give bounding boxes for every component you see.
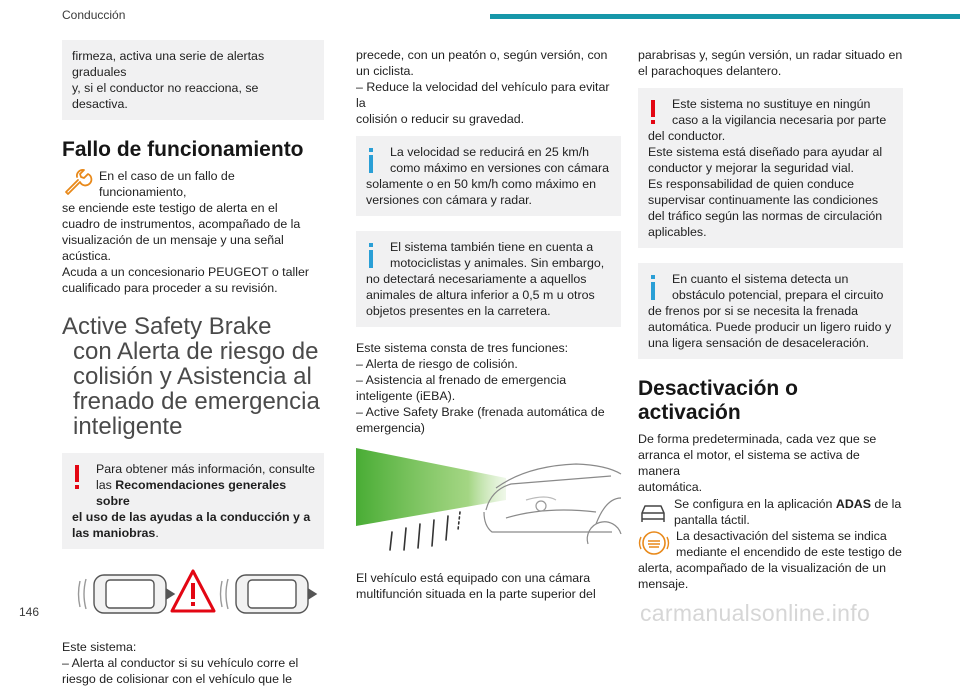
note-line: y, si el conductor no reacciona, se desactiva. [72,81,259,111]
column-2 [356,40,621,602]
adas-paragraph [638,496,903,528]
testigo-line: mediante el encendido de este testigo de [676,545,902,559]
warning-line: caso a la vigilancia necesaria por parte [672,113,887,127]
camera-line: multifunción situada en la parte superior del [356,587,596,601]
heading-desactivacion: Desactivación o activación [638,377,798,424]
header-section-title: Conducción [62,8,126,22]
functions-line: – Asistencia al frenado de emergencia [356,373,567,387]
warning-line: Para obtener más información, consulte [96,462,316,476]
adas-text: Se configura en la aplicación [674,497,836,511]
warning-triangle-icon [172,571,214,611]
car-camera-illustration [356,448,621,556]
functions-line: – Alerta de riesgo de colisión. [356,357,518,371]
collision-warning-indicator-icon [638,528,670,558]
camera-paragraph [356,570,621,602]
col3-line: parabrisas y, según versión, un radar situado en [638,48,903,62]
warning-line: del tráfico según las normas de circulación [648,209,883,223]
warning-bold-line: el uso de las ayudas a la conducción y a [72,510,311,524]
warning-line [72,477,316,509]
heading-asb-line: inteligente [73,413,183,440]
fallo-line: visualización de un mensaje y una señal [62,233,284,247]
warning-line: Es responsabilidad de quien conduce [648,177,854,191]
info-line: versiones con cámara y radar. [366,193,532,207]
warning-text: las [96,478,116,492]
sistema-line: – Alerta al conductor si su vehículo corre el [62,656,299,670]
adas-line: pantalla táctil. [674,513,750,527]
info-line: El sistema también tiene en cuenta a [390,240,594,254]
col2-line: – Reduce la velocidad del vehículo para evitar la [356,80,610,110]
warning-line: del conductor. [648,129,726,143]
warning-line [72,525,316,541]
desact-line: arranca el motor, el sistema se activa de manera [638,448,860,478]
info-line: automática. Puede producir un ligero ruido y [648,320,892,334]
watermark: carmanualsonline.info [640,600,871,626]
warning-line: conductor y mejorar la seguridad vial. [648,161,854,175]
car-front-icon [484,464,621,544]
functions-line: – Active Safety Brake (frenada automática de [356,405,605,419]
collision-diagram [62,569,324,619]
heading-asb-first: Active Safety Brake [62,313,272,340]
column-3 [638,40,903,592]
info-box-motorcycles [356,231,621,327]
functions-paragraph [356,340,621,436]
note-box-continued [62,40,324,120]
warning-line: supervisar continuamente las condiciones [648,193,879,207]
testigo-paragraph [638,528,903,592]
warning-text: . [155,526,159,540]
sistema-line: riesgo de colisionar con el vehículo que le [62,672,293,686]
front-car-icon [221,575,317,613]
info-line: solamente o en 50 km/h como máximo en [366,177,597,191]
warning-line: aplicables. [648,225,707,239]
adas-line [638,496,903,512]
fallo-line: Acuda a un concesionario PEUGEOT o taller [62,265,310,279]
fallo-line: cualificado para proceder a su revisión. [62,281,278,295]
info-icon [366,243,376,269]
info-icon [366,148,376,174]
functions-line: inteligente (iEBA). [356,389,456,403]
functions-line: Este sistema consta de tres funciones: [356,341,569,355]
info-line: una ligera sensación de desaceleración. [648,336,870,350]
fallo-line: se enciende este testigo de alerta en el [62,201,278,215]
desact-paragraph [638,431,903,495]
info-line: En cuanto el sistema detecta un [672,272,849,286]
col2-top-paragraph [356,47,621,127]
desact-line: automática. [638,480,703,494]
info-line: obstáculo potencial, prepara el circuito [672,288,884,302]
camera-line: El vehículo está equipado con una cámara [356,571,591,585]
note-line: firmeza, activa una serie de alertas graduales [72,49,265,79]
col2-line: precede, con un peatón o, según versión, con [356,48,608,62]
heading-active-safety-brake [62,314,324,439]
exclamation-icon [648,100,658,126]
warning-box-recommendations [62,453,324,549]
heading-asb-line: frenado de emergencia [73,388,320,415]
column-1 [62,40,324,687]
warning-bold-text: las maniobras [72,526,156,540]
info-line: de frenos por si se necesita la frenada [648,304,859,318]
info-line: La velocidad se reducirá en 25 km/h [390,145,590,159]
info-line: animales de altura inferior a 0,5 m u otros [366,288,595,302]
info-box-speed [356,136,621,216]
functions-line: emergencia) [356,421,425,435]
sistema-line: Este sistema: [62,640,137,654]
warning-line: Este sistema no sustituye en ningún [672,97,871,111]
info-icon [648,275,658,301]
col3-line: el parachoques delantero. [638,64,782,78]
info-line: motociclistas y animales. Sin embargo, [390,256,605,270]
heading-asb-line: colisión y Asistencia al [73,363,312,390]
warning-box-supervision [638,88,903,248]
col2-line: colisión o reducir su gravedad. [356,112,525,126]
fallo-paragraph [62,168,324,296]
wrench-warning-icon [62,169,94,199]
testigo-line: mensaje. [638,577,689,591]
adas-bold-text: ADAS [835,497,871,511]
desact-line: De forma predeterminada, cada vez que se [638,432,877,446]
page-number: 146 [19,605,40,619]
header-accent-bar [490,14,960,19]
heading-fallo: Fallo de funcionamiento [62,138,304,161]
exclamation-icon [72,465,82,491]
info-line: como máximo en versiones con cámara [390,161,609,175]
heading-asb-line: con Alerta de riesgo de [73,338,319,365]
info-line: no detectará necesariamente a aquellos [366,272,587,286]
info-line: objetos presentes en la carretera. [366,304,551,318]
warning-bold-text: Recomendaciones generales sobre [96,478,287,508]
rear-car-icon [79,575,175,613]
adas-text: de la [870,497,902,511]
fallo-line: acústica. [62,249,111,263]
sistema-paragraph [62,639,324,687]
info-box-brake-circuit [638,263,903,359]
fallo-line: cuadro de instrumentos, acompañado de la [62,217,301,231]
col3-top-paragraph [638,47,903,79]
testigo-line: La desactivación del sistema se indica [676,529,887,543]
testigo-line: alerta, acompañado de la visualización de un [638,561,886,575]
fallo-line: En el caso de un fallo de funcionamiento, [99,169,235,199]
warning-line: Este sistema está diseñado para ayudar al [648,145,883,159]
car-adas-icon [638,496,668,526]
col2-line: un ciclista. [356,64,414,78]
